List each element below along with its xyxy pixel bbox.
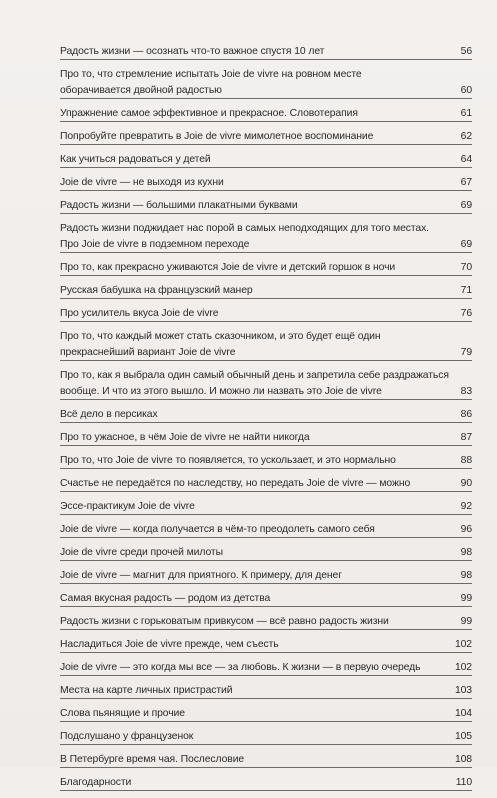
toc-entry-page: 86 — [460, 409, 472, 420]
toc-entry-title: Всё дело в персиках — [60, 409, 158, 420]
toc-entry-page: 102 — [454, 662, 472, 673]
toc-entry-page: 90 — [460, 478, 472, 489]
toc-entry — [60, 260, 472, 276]
toc-entry-page: 98 — [460, 570, 472, 581]
toc-entry-page: 96 — [460, 524, 472, 535]
toc-entry — [60, 453, 472, 469]
toc-entry-page: 88 — [460, 455, 472, 466]
toc-entry-page: 99 — [460, 593, 472, 604]
toc-entry-title: Joie de vivre среди прочей милоты — [60, 547, 223, 558]
toc-entry-title: Самая вкусная радость — родом из детства — [60, 593, 271, 604]
toc-entry-page: 69 — [460, 200, 472, 211]
toc-entry-title: Радость жизни поджидает нас порой в самых неподходящих для того местах. — [60, 223, 429, 234]
toc-entry — [60, 368, 472, 400]
toc-entry-page: 56 — [460, 46, 472, 57]
toc-entry-page: 61 — [460, 108, 472, 119]
toc-entry — [60, 407, 472, 423]
toc-entry-title: Joie de vivre — это когда мы все — за любовь. К жизни — в первую очередь — [60, 662, 421, 673]
toc-entry-title-continued: прекраснейший вариант Joie de vivre — [60, 347, 236, 358]
toc-entry-title: Благодарности — [60, 777, 132, 788]
table-of-contents — [60, 44, 472, 798]
toc-entry-title: Эссе-практикум Joie de vivre — [60, 501, 195, 512]
toc-entry-title: Про то, как прекрасно уживаются Joie de vivre и детский горшок в ночи — [60, 262, 396, 273]
toc-entry — [60, 522, 472, 538]
toc-entry — [60, 67, 472, 99]
toc-entry-title: Русская бабушка на французский манер — [60, 285, 253, 296]
toc-entry-page: 64 — [460, 154, 472, 165]
toc-entry — [60, 706, 472, 722]
toc-entry-title: Про то, что каждый может стать сказочником, и это будет ещё один — [60, 331, 381, 342]
toc-entry-title: Места на карте личных пристрастий — [60, 685, 233, 696]
toc-entry-title: Joie de vivre — магнит для приятного. К примеру, для денег — [60, 570, 342, 581]
toc-entry — [60, 106, 472, 122]
toc-entry-page: 98 — [460, 547, 472, 558]
toc-entry-page: 108 — [454, 754, 472, 765]
toc-entry-title-continued: оборачивается двойной радостью — [60, 85, 222, 96]
toc-entry-page: 62 — [460, 131, 472, 142]
toc-entry-page: 92 — [460, 501, 472, 512]
toc-entry-title: Как учиться радоваться у детей — [60, 154, 211, 165]
toc-entry — [60, 499, 472, 515]
toc-entry-title: В Петербурге время чая. Послесловие — [60, 754, 245, 765]
toc-entry — [60, 775, 472, 791]
toc-entry-title: Радость жизни — большими плакатными буквами — [60, 200, 298, 211]
toc-entry-title-continued: Про Joie de vivre в подземном переходе — [60, 239, 250, 250]
toc-entry — [60, 306, 472, 322]
toc-entry-page: 110 — [455, 777, 472, 788]
toc-entry — [60, 660, 472, 676]
toc-entry — [60, 283, 472, 299]
toc-entry — [60, 430, 472, 446]
toc-entry-page: 60 — [460, 85, 472, 96]
toc-entry-title: Про то, что стремление испытать Joie de vivre на ровном месте — [60, 69, 362, 80]
toc-entry — [60, 175, 472, 191]
toc-entry-title: Счастье не передаётся по наследству, но передать Joie de vivre — можно — [60, 478, 411, 489]
toc-entry-page: 103 — [454, 685, 472, 696]
toc-entry-page: 83 — [460, 386, 472, 397]
toc-entry-title: Слова пьянящие и прочие — [60, 708, 185, 719]
toc-entry — [60, 44, 472, 60]
toc-entry-title: Упражнение самое эффективное и прекрасное. Словотерапия — [60, 108, 358, 119]
toc-entry — [60, 545, 472, 561]
toc-entry — [60, 198, 472, 214]
toc-entry-page: 71 — [460, 285, 472, 296]
toc-entry-title: Joie de vivre — когда получается в чём-то преодолеть самого себя — [60, 524, 375, 535]
toc-entry-title: Про то ужасное, в чём Joie de vivre не найти никогда — [60, 432, 310, 443]
toc-entry — [60, 729, 472, 745]
toc-entry — [60, 221, 472, 253]
toc-entry — [60, 752, 472, 768]
toc-entry — [60, 329, 472, 361]
toc-entry-page: 67 — [460, 177, 472, 188]
toc-entry-title: Попробуйте превратить в Joie de vivre мимолетное воспоминание — [60, 131, 374, 142]
toc-entry-page: 69 — [460, 239, 472, 250]
toc-entry-title: Про то, как я выбрала один самый обычный день и запретила себе раздражаться — [60, 370, 449, 381]
toc-entry-title: Радость жизни — осознать что-то важное спустя 10 лет — [60, 46, 325, 57]
toc-entry-title-continued: вообще. И что из этого вышло. И можно ли назвать это Joie de vivre — [60, 386, 382, 397]
toc-entry — [60, 568, 472, 584]
toc-entry-page: 102 — [454, 639, 472, 650]
toc-entry-page: 70 — [460, 262, 472, 273]
toc-entry-title: Подслушано у французенок — [60, 731, 194, 742]
toc-entry-page: 79 — [460, 347, 472, 358]
toc-entry — [60, 129, 472, 145]
toc-entry-page: 105 — [454, 731, 472, 742]
toc-entry-title: Радость жизни с горьковатым привкусом — всё равно радость жизни — [60, 616, 389, 627]
toc-entry — [60, 637, 472, 653]
toc-entry — [60, 683, 472, 699]
toc-entry-title: Насладиться Joie de vivre прежде, чем съесть — [60, 639, 279, 650]
toc-entry-page: 76 — [460, 308, 472, 319]
toc-entry-title: Про усилитель вкуса Joie de vivre — [60, 308, 219, 319]
toc-entry-page: 87 — [460, 432, 472, 443]
toc-entry-page: 99 — [460, 616, 472, 627]
toc-entry — [60, 614, 472, 630]
toc-entry-title: Про то, что Joie de vivre то появляется, то ускользает, и это нормально — [60, 455, 396, 466]
toc-entry-page: 104 — [454, 708, 472, 719]
toc-entry — [60, 591, 472, 607]
toc-entry — [60, 476, 472, 492]
toc-entry — [60, 152, 472, 168]
toc-entry-title: Joie de vivre — не выходя из кухни — [60, 177, 224, 188]
